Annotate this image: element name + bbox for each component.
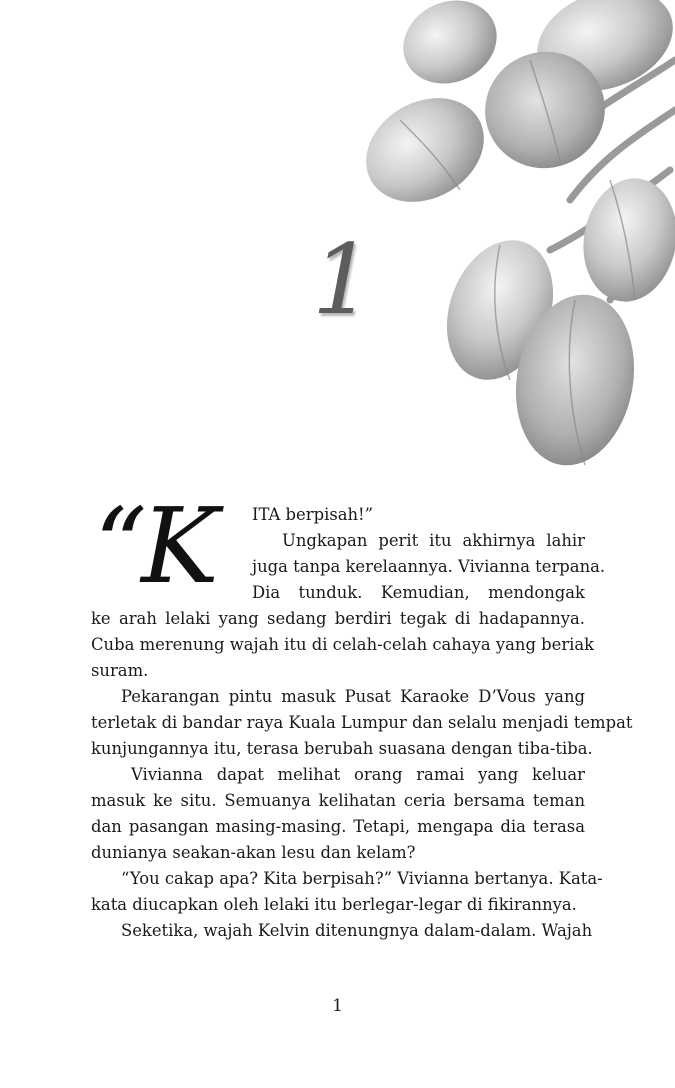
text-line: dan pasangan masing-masing. Tetapi, mengapa dia terasa bbox=[91, 817, 585, 836]
text-line: Pekarangan pintu masuk Pusat Karaoke D’Vous yang bbox=[121, 687, 585, 706]
drop-cap: “K bbox=[94, 485, 213, 607]
text-line: terletak di bandar raya Kuala Lumpur dan selalu menjadi tempat bbox=[91, 713, 633, 732]
chapter-number: 1 bbox=[312, 224, 374, 336]
text-line: Cuba merenung wajah itu di celah-celah cahaya yang beriak bbox=[91, 635, 595, 654]
text-line: Dia tunduk. Kemudian, mendongak bbox=[252, 583, 585, 602]
text-line: dunianya seakan-akan lesu dan kelam? bbox=[91, 843, 416, 862]
text-line: ke arah lelaki yang sedang berdiri tegak di hadapannya. bbox=[91, 609, 585, 628]
text-line: “You cakap apa? Kita berpisah?” Vivianna bertanya. Kata- bbox=[121, 869, 603, 888]
text-line: kata diucapkan oleh lelaki itu berlegar-legar di fikirannya. bbox=[91, 895, 577, 914]
text-line: masuk ke situ. Semuanya kelihatan ceria bersama teman bbox=[91, 791, 585, 810]
text-line: kunjungannya itu, terasa berubah suasana dengan tiba-tiba. bbox=[91, 739, 593, 758]
text-line: juga tanpa kerelaannya. Vivianna terpana. bbox=[252, 557, 606, 576]
text-line: ITA berpisah!” bbox=[252, 505, 374, 524]
text-line: Seketika, wajah Kelvin ditenungnya dalam-dalam. Wajah bbox=[121, 921, 593, 940]
text-line: Ungkapan perit itu akhirnya lahir bbox=[282, 531, 585, 550]
text-line: suram. bbox=[91, 661, 149, 680]
text-line: Vivianna dapat melihat orang ramai yang keluar bbox=[131, 765, 585, 784]
page-number: 1 bbox=[332, 996, 343, 1016]
